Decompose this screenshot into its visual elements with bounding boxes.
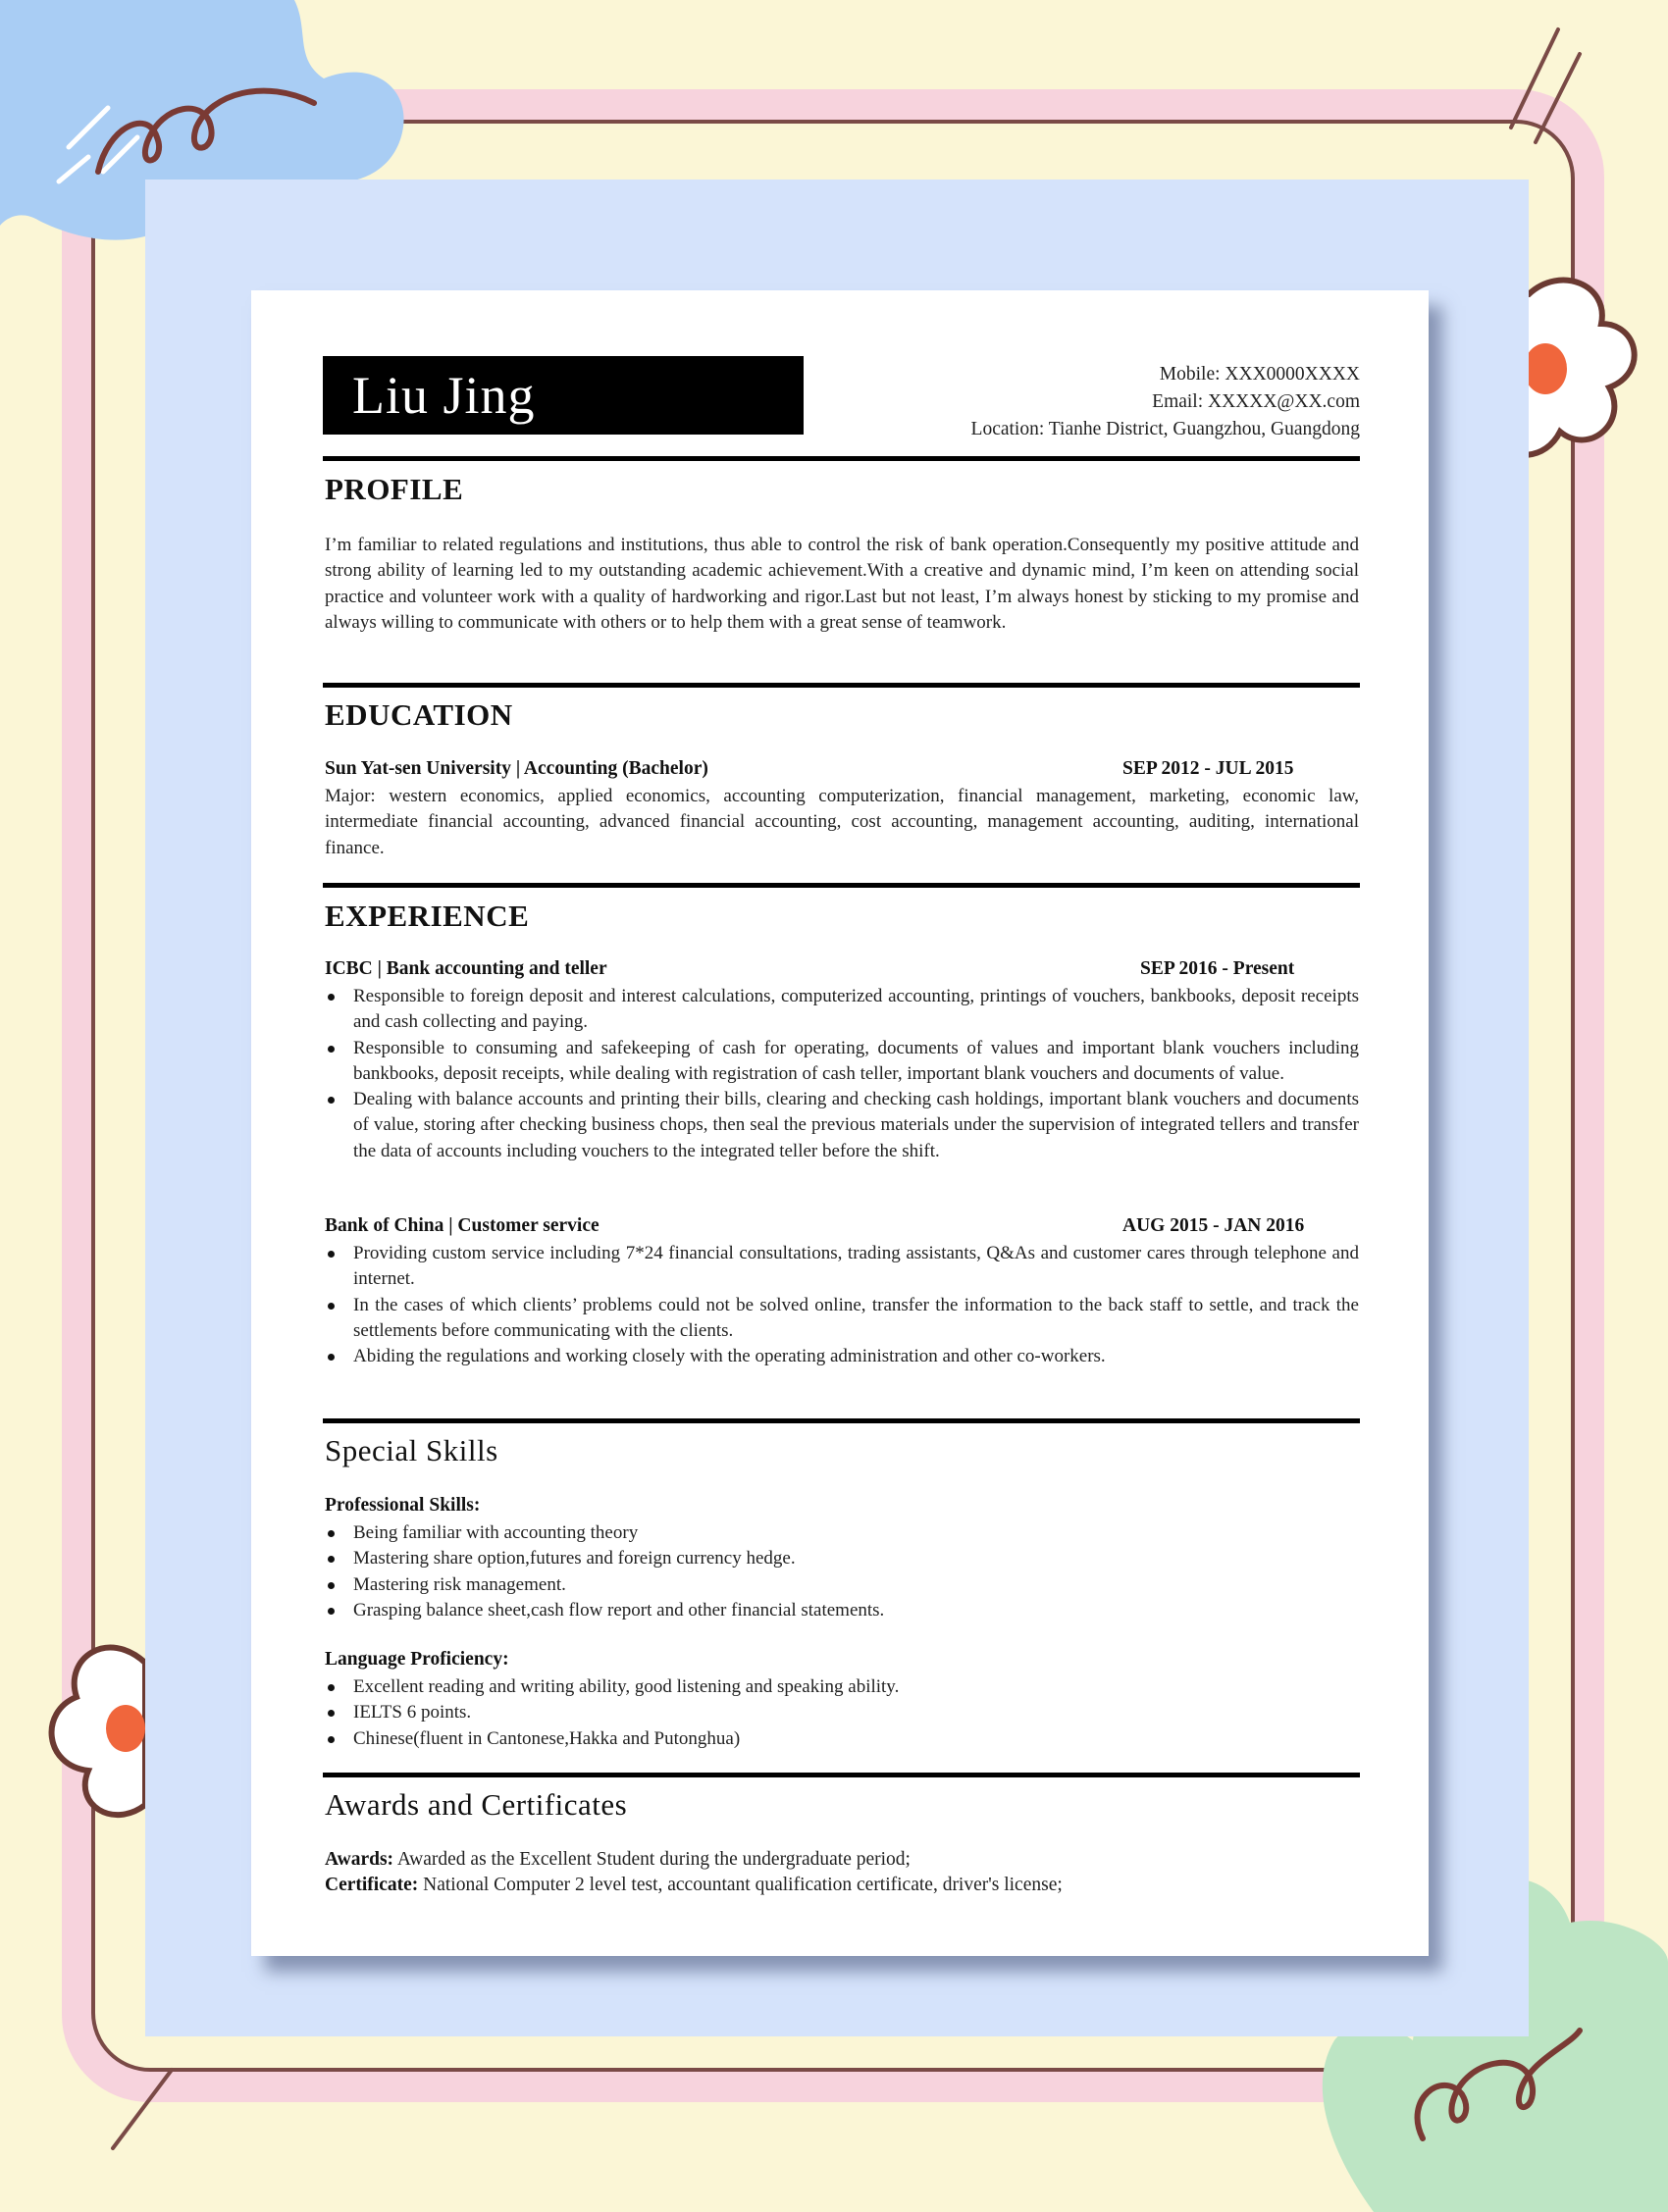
certificate-text: National Computer 2 level test, accountant qualification certificate, driver's license; [418, 1875, 1063, 1895]
job-bullet-list [325, 1241, 1359, 1369]
skills-title: Special Skills [325, 1433, 498, 1467]
experience-title: EXPERIENCE [325, 899, 530, 933]
job-bullet-list [325, 984, 1359, 1164]
list-item: Grasping balance sheet,cash flow report and other financial statements. [325, 1598, 1359, 1623]
contact-mobile: Mobile: XXX0000XXXX [1159, 364, 1360, 385]
awards-label: Awards: [325, 1849, 394, 1870]
job-title: ICBC | Bank accounting and teller [325, 958, 607, 979]
list-item: Chinese(fluent in Cantonese,Hakka and Putonghua) [325, 1726, 1359, 1752]
section-divider [323, 1773, 1360, 1777]
profile-text: I’m familiar to related regulations and institutions, thus able to control the risk of bank operation.Consequently my positive attitude and strong ability of learning led to my outstanding academic achievement.With a creative and dynamic mind, I’m keen on attending social practice and volunteer work with a quality of hardworking and rigor.Last but not least, I’m always honest by sticking to my promise and always willing to communicate with others or to help them with a great sense of teamwork. [325, 535, 1359, 633]
education-date: SEP 2012 - JUL 2015 [1122, 758, 1294, 779]
name-header: Liu Jing [323, 356, 804, 435]
list-item: Mastering risk management. [325, 1572, 1359, 1598]
list-item: Responsible to consuming and safekeeping of cash for operating, documents of values and important blank vouchers including bankbooks, deposit receipts, while dealing with registration of cash teller, important blank vouchers and documents of value. [325, 1036, 1359, 1088]
awards-line [325, 1849, 911, 1871]
language-proficiency-label: Language Proficiency: [325, 1649, 509, 1670]
list-item: Excellent reading and writing ability, good listening and speaking ability. [325, 1674, 1359, 1700]
education-school: Sun Yat-sen University | Accounting (Bachelor) [325, 758, 708, 779]
contact-block [850, 361, 1360, 443]
list-item: In the cases of which clients’ problems could not be solved online, transfer the information to the back staff to settle, and track the settlements before communicating with the clients. [325, 1293, 1359, 1345]
list-item: Dealing with balance accounts and printing their bills, clearing and checking cash holdings, important blank vouchers and documents of value, storing after checking business chops, then seal the previous materials under the supervision of integrated tellers and transfer the data of accounts including vouchers to the integrated teller before the shift. [325, 1087, 1359, 1164]
education-entry-head [325, 758, 1359, 780]
section-divider [323, 1418, 1360, 1423]
certificate-line [325, 1875, 1063, 1896]
resume-page [251, 290, 1429, 1956]
list-item: Responsible to foreign deposit and interest calculations, computerized accounting, printings of vouchers, bankbooks, deposit receipts and cash collecting and paying. [325, 984, 1359, 1036]
list-item: Abiding the regulations and working closely with the operating administration and other co-workers. [325, 1344, 1359, 1369]
section-divider [323, 456, 1360, 461]
job-date: AUG 2015 - JAN 2016 [1122, 1215, 1305, 1236]
awards-text: Awarded as the Excellent Student during the undergraduate period; [393, 1849, 911, 1870]
contact-email: Email: XXXXX@XX.com [1152, 391, 1360, 412]
certificate-label: Certificate: [325, 1875, 419, 1895]
job-title: Bank of China | Customer service [325, 1215, 599, 1236]
list-item: IELTS 6 points. [325, 1700, 1359, 1725]
education-title: EDUCATION [325, 697, 513, 732]
list-item: Being familiar with accounting theory [325, 1520, 1359, 1546]
section-divider [323, 683, 1360, 688]
contact-location: Location: Tianhe District, Guangzhou, Guangdong [970, 419, 1360, 439]
list-item: Providing custom service including 7*24 financial consultations, trading assistants, Q&As and customer cares through telephone and internet. [325, 1241, 1359, 1293]
professional-skills-label: Professional Skills: [325, 1495, 481, 1516]
list-item: Mastering share option,futures and foreign currency hedge. [325, 1546, 1359, 1571]
professional-skills-list [325, 1520, 1359, 1623]
job-heading [325, 958, 1359, 980]
awards-title: Awards and Certificates [325, 1787, 628, 1822]
job-date: SEP 2016 - Present [1140, 958, 1295, 979]
job-heading [325, 1215, 1359, 1237]
section-divider [323, 883, 1360, 888]
language-proficiency-list [325, 1674, 1359, 1752]
education-major: Major: western economics, applied economics, accounting computerization, financial management, marketing, economic law, intermediate financial accounting, advanced financial accounting, cost accounting, management accounting, auditing, international finance. [325, 786, 1359, 858]
profile-title: PROFILE [325, 472, 464, 506]
